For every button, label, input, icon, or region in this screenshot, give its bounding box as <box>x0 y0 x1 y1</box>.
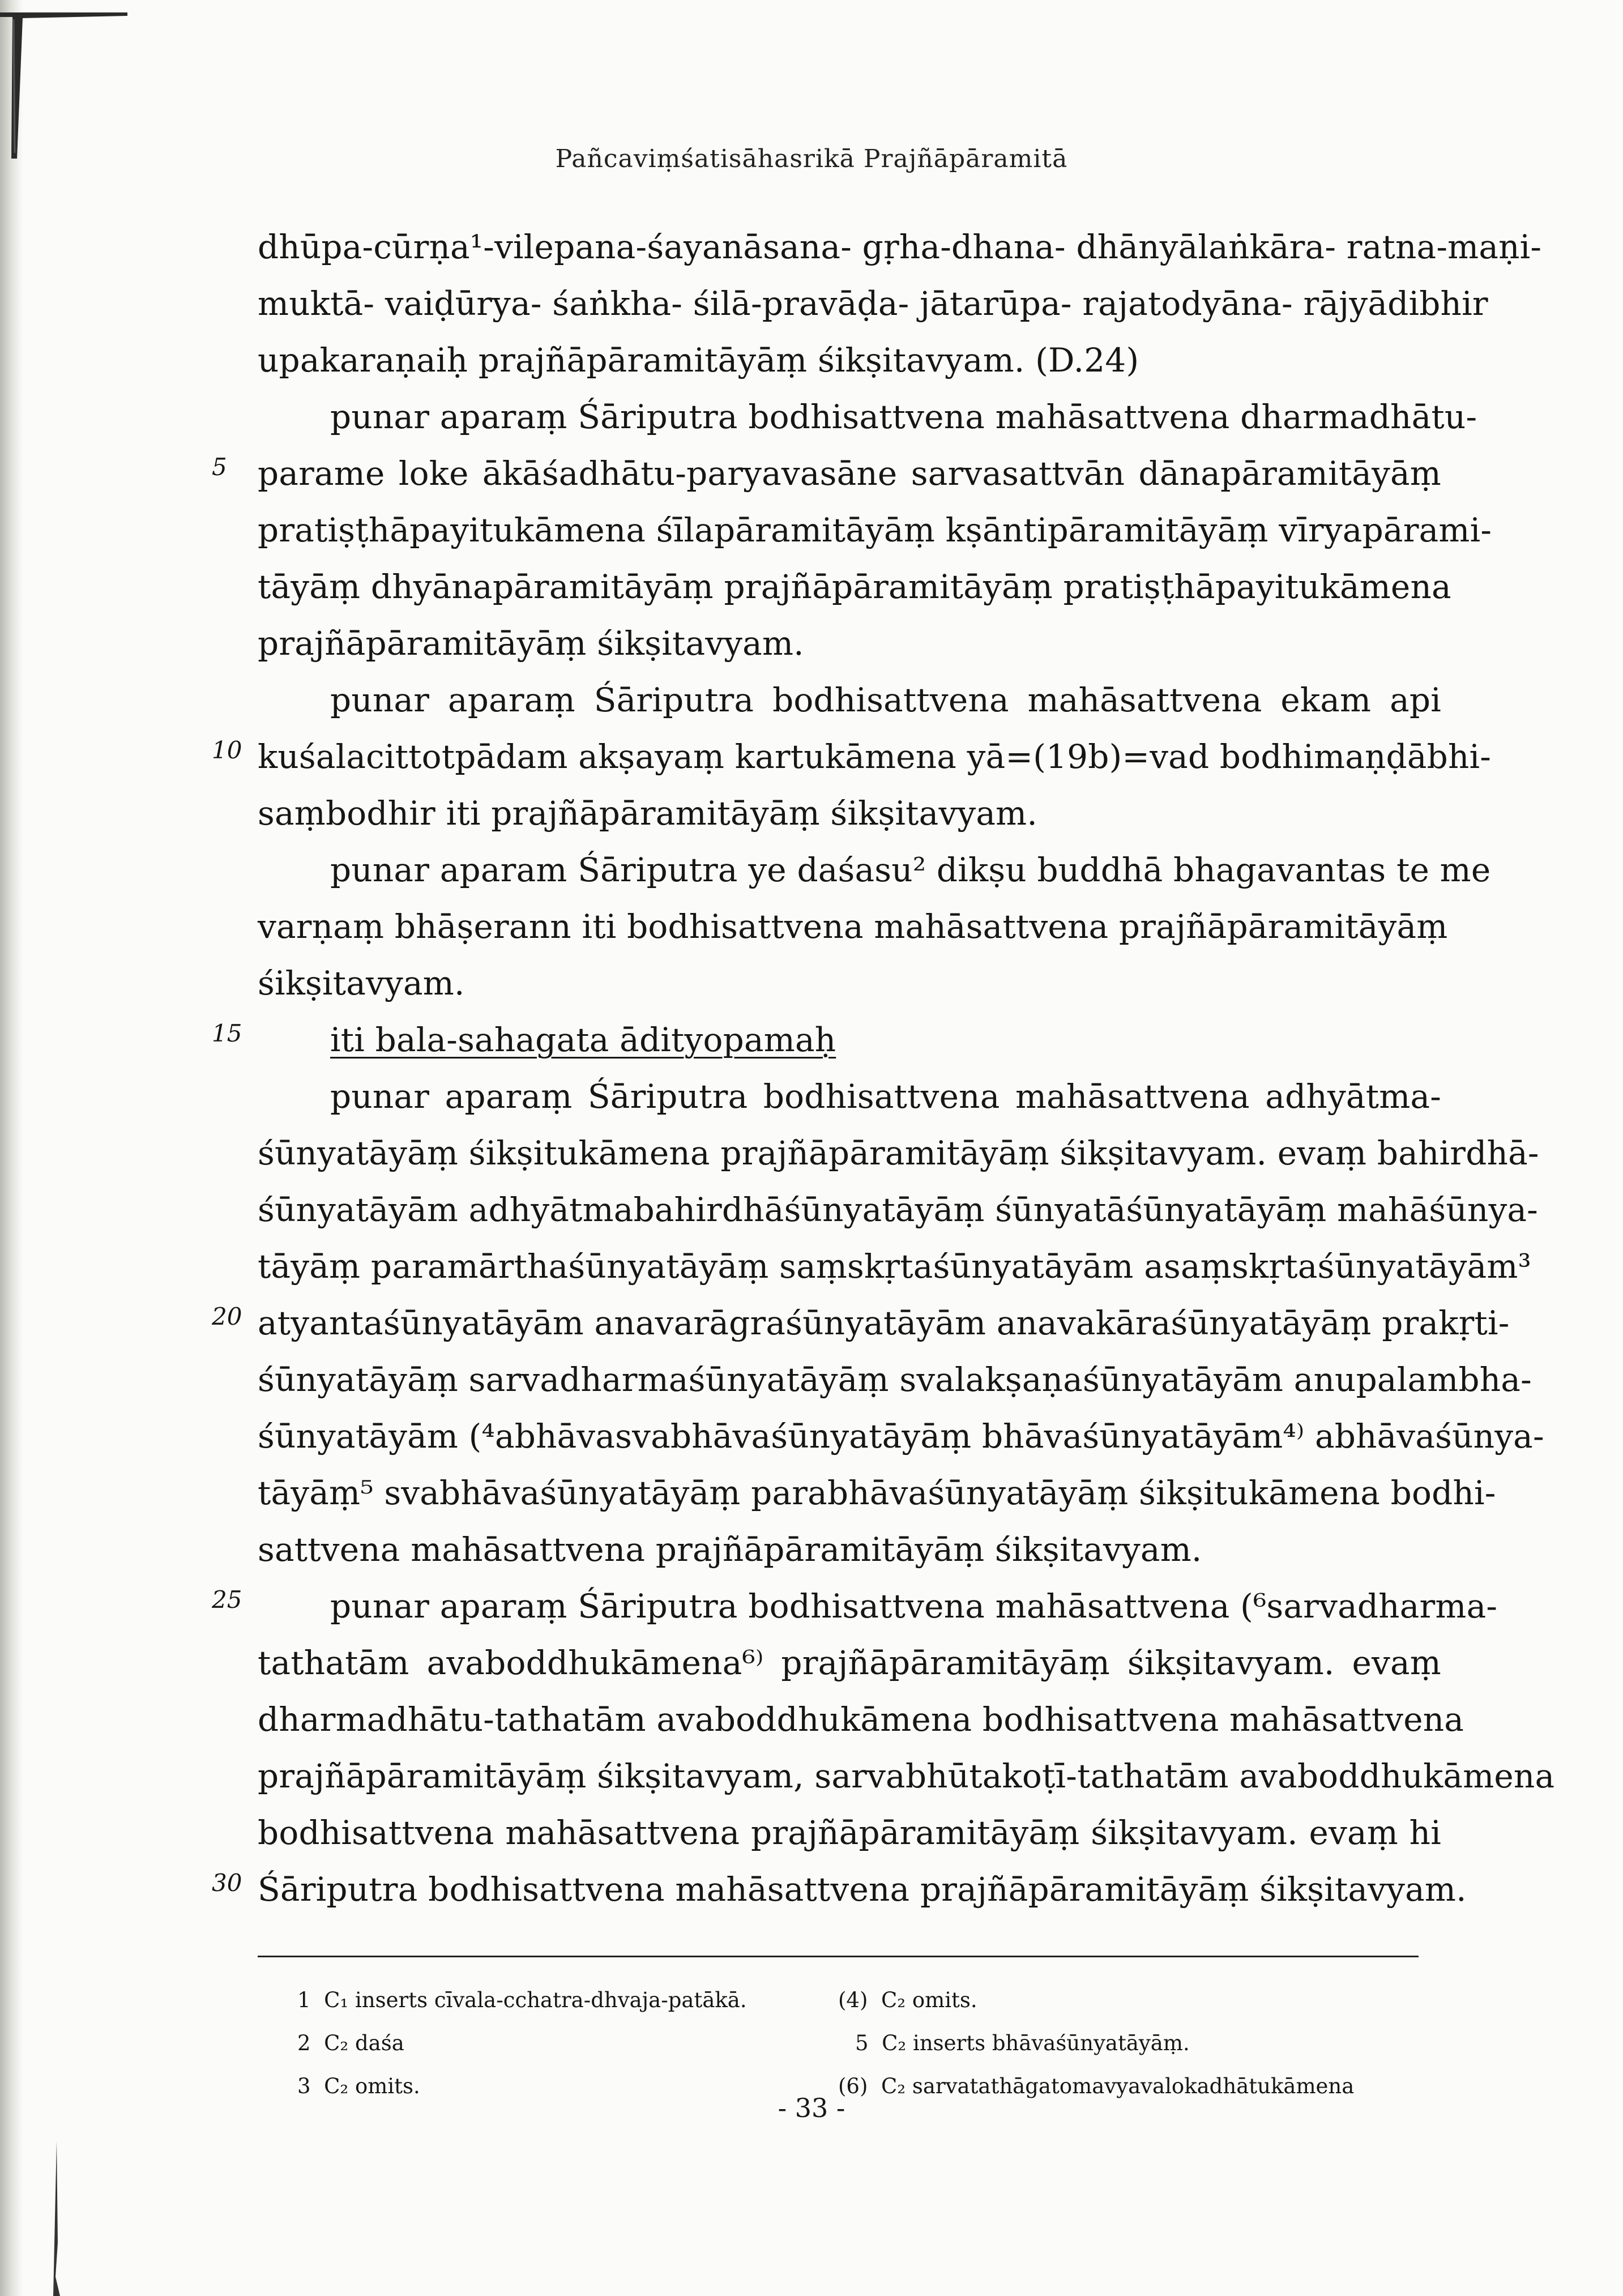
text-line: punar aparaṃ Śāriputra bodhisattvena mahāsattvena ekam api <box>330 681 1441 719</box>
footnote-mark: 3 <box>297 2074 311 2098</box>
text-line: punar aparaṃ Śāriputra bodhisattvena mahāsattvena adhyātma- <box>330 1077 1441 1116</box>
text-line: bodhisattvena mahāsattvena prajñāpāramitāyāṃ śikṣitavyam. evaṃ hi <box>258 1813 1441 1852</box>
line-number: 30 <box>212 1869 242 1897</box>
footnote-rule <box>258 1956 1419 1957</box>
footnote-text: C₁ inserts cīvala-cchatra-dhvaja-patākā. <box>324 1988 747 2012</box>
footnote-4 <box>838 1979 977 2022</box>
footnote-2 <box>297 2022 404 2065</box>
page-number: - 33 - <box>778 2093 845 2123</box>
text-line: saṃbodhir iti prajñāpāramitāyāṃ śikṣitavyam. <box>258 794 1038 833</box>
section-heading <box>258 1012 1441 1068</box>
footnote-text: C₂ inserts bhāvaśūnyatāyāṃ. <box>882 2031 1190 2055</box>
footnote-mark: 1 <box>297 1988 311 2012</box>
text-line: kuśalacittotpādam akṣayaṃ kartukāmena yā=(19b)=vad bodhimaṇḍābhi- <box>258 737 1492 776</box>
text-line: śūnyatāyām adhyātmabahirdhāśūnyatāyāṃ śūnyatāśūnyatāyāṃ mahāśūnya- <box>258 1190 1538 1229</box>
footnote-mark: 2 <box>297 2031 311 2055</box>
footnote-text: C₂ omits. <box>881 1988 977 2012</box>
text-line: tāyāṃ dhyānapāramitāyāṃ prajñāpāramitāyāṃ pratiṣṭhāpayitukāmena <box>258 567 1451 606</box>
text-line: punar aparaṃ Śāriputra bodhisattvena mahāsattvena dharmadhātu- <box>330 398 1477 436</box>
footnote-text: C₂ sarvatathāgatomavyavalokadhātukāmena <box>881 2074 1355 2098</box>
text-line: punar aparam Śāriputra ye daśasu² dikṣu buddhā bhagavantas te me <box>330 851 1491 889</box>
footnote-mark: 5 <box>855 2031 869 2055</box>
text-line: tāyāṃ paramārthaśūnyatāyāṃ saṃskṛtaśūnyatāyām asaṃskṛtaśūnyatāyām³ <box>258 1247 1532 1286</box>
scan-corner-mark <box>0 0 130 159</box>
footnote-mark: (6) <box>838 2074 868 2098</box>
scan-shadow-edge <box>0 0 23 2296</box>
text-line: muktā- vaiḍūrya- śaṅkha- śilā-pravāḍa- jātarūpa- rajatodyāna- rājyādibhir <box>258 284 1488 323</box>
line-number: 20 <box>212 1303 242 1330</box>
text-line: sattvena mahāsattvena prajñāpāramitāyāṃ śikṣitavyam. <box>258 1530 1202 1569</box>
text-line: prajñāpāramitāyāṃ śikṣitavyam. <box>258 624 804 663</box>
body-text <box>258 219 1555 1918</box>
section-heading-text: iti bala-sahagata ādityopamaḥ <box>330 1021 836 1059</box>
text-line: tāyāṃ⁵ svabhāvaśūnyatāyāṃ parabhāvaśūnyatāyāṃ śikṣitukāmena bodhi- <box>258 1474 1496 1512</box>
line-number: 25 <box>212 1586 242 1614</box>
line-number: 5 <box>212 453 227 481</box>
text-line: pratiṣṭhāpayitukāmena śīlapāramitāyāṃ kṣāntipāramitāyāṃ vīryapārami- <box>258 511 1492 549</box>
text-line: atyantaśūnyatāyām anavarāgraśūnyatāyām anavakāraśūnyatāyāṃ prakṛti- <box>258 1304 1510 1342</box>
text-line: dhūpa-cūrṇa¹-vilepana-śayanāsana- gṛha-dhana- dhānyālaṅkāra- ratna-maṇi- <box>258 228 1542 266</box>
text-line: tathatām avaboddhukāmena⁶⁾ prajñāpāramitāyāṃ śikṣitavyam. evaṃ <box>258 1644 1441 1682</box>
text-line: śūnyatāyāṃ śikṣitukāmena prajñāpāramitāyāṃ śikṣitavyam. evaṃ bahirdhā- <box>258 1134 1539 1172</box>
running-header: Pañcaviṃśatisāhasrikā Prajñāpāramitā <box>555 144 1068 173</box>
footnote-text: C₂ omits. <box>324 2074 420 2098</box>
text-line: parame loke ākāśadhātu-paryavasāne sarvasattvān dānapāramitāyāṃ <box>258 454 1441 493</box>
text-line: śūnyatāyāṃ sarvadharmaśūnyatāyāṃ svalakṣaṇaśūnyatāyām anupalambha- <box>258 1360 1532 1399</box>
text-line: śūnyatāyām (⁴abhāvasvabhāvaśūnyatāyāṃ bhāvaśūnyatāyām⁴⁾ abhāvaśūnya- <box>258 1417 1544 1456</box>
text-line: varṇaṃ bhāṣerann iti bodhisattvena mahāsattvena prajñāpāramitāyāṃ <box>258 907 1448 946</box>
footnote-1 <box>297 1979 747 2022</box>
text-line: Śāriputra bodhisattvena mahāsattvena prajñāpāramitāyāṃ śikṣitavyam. <box>258 1870 1467 1909</box>
text-line: śikṣitavyam. <box>258 964 465 1002</box>
footnote-text: C₂ daśa <box>324 2031 404 2055</box>
text-line: prajñāpāramitāyāṃ śikṣitavyam, sarvabhūtakoṭī-tathatām avaboddhukāmena <box>258 1757 1555 1795</box>
footnote-5 <box>855 2022 1190 2065</box>
line-number: 15 <box>212 1019 242 1047</box>
text-line: upakaraṇaiḥ prajñāpāramitāyāṃ śikṣitavyam. (D.24) <box>258 341 1139 379</box>
scan-bottom-mark <box>52 2141 63 2296</box>
text-line: dharmadhātu-tathatām avaboddhukāmena bodhisattvena mahāsattvena <box>258 1700 1464 1739</box>
line-number: 10 <box>212 736 242 764</box>
footnote-mark: (4) <box>838 1988 868 2012</box>
text-line: punar aparaṃ Śāriputra bodhisattvena mahāsattvena (⁶sarvadharma- <box>330 1587 1498 1625</box>
